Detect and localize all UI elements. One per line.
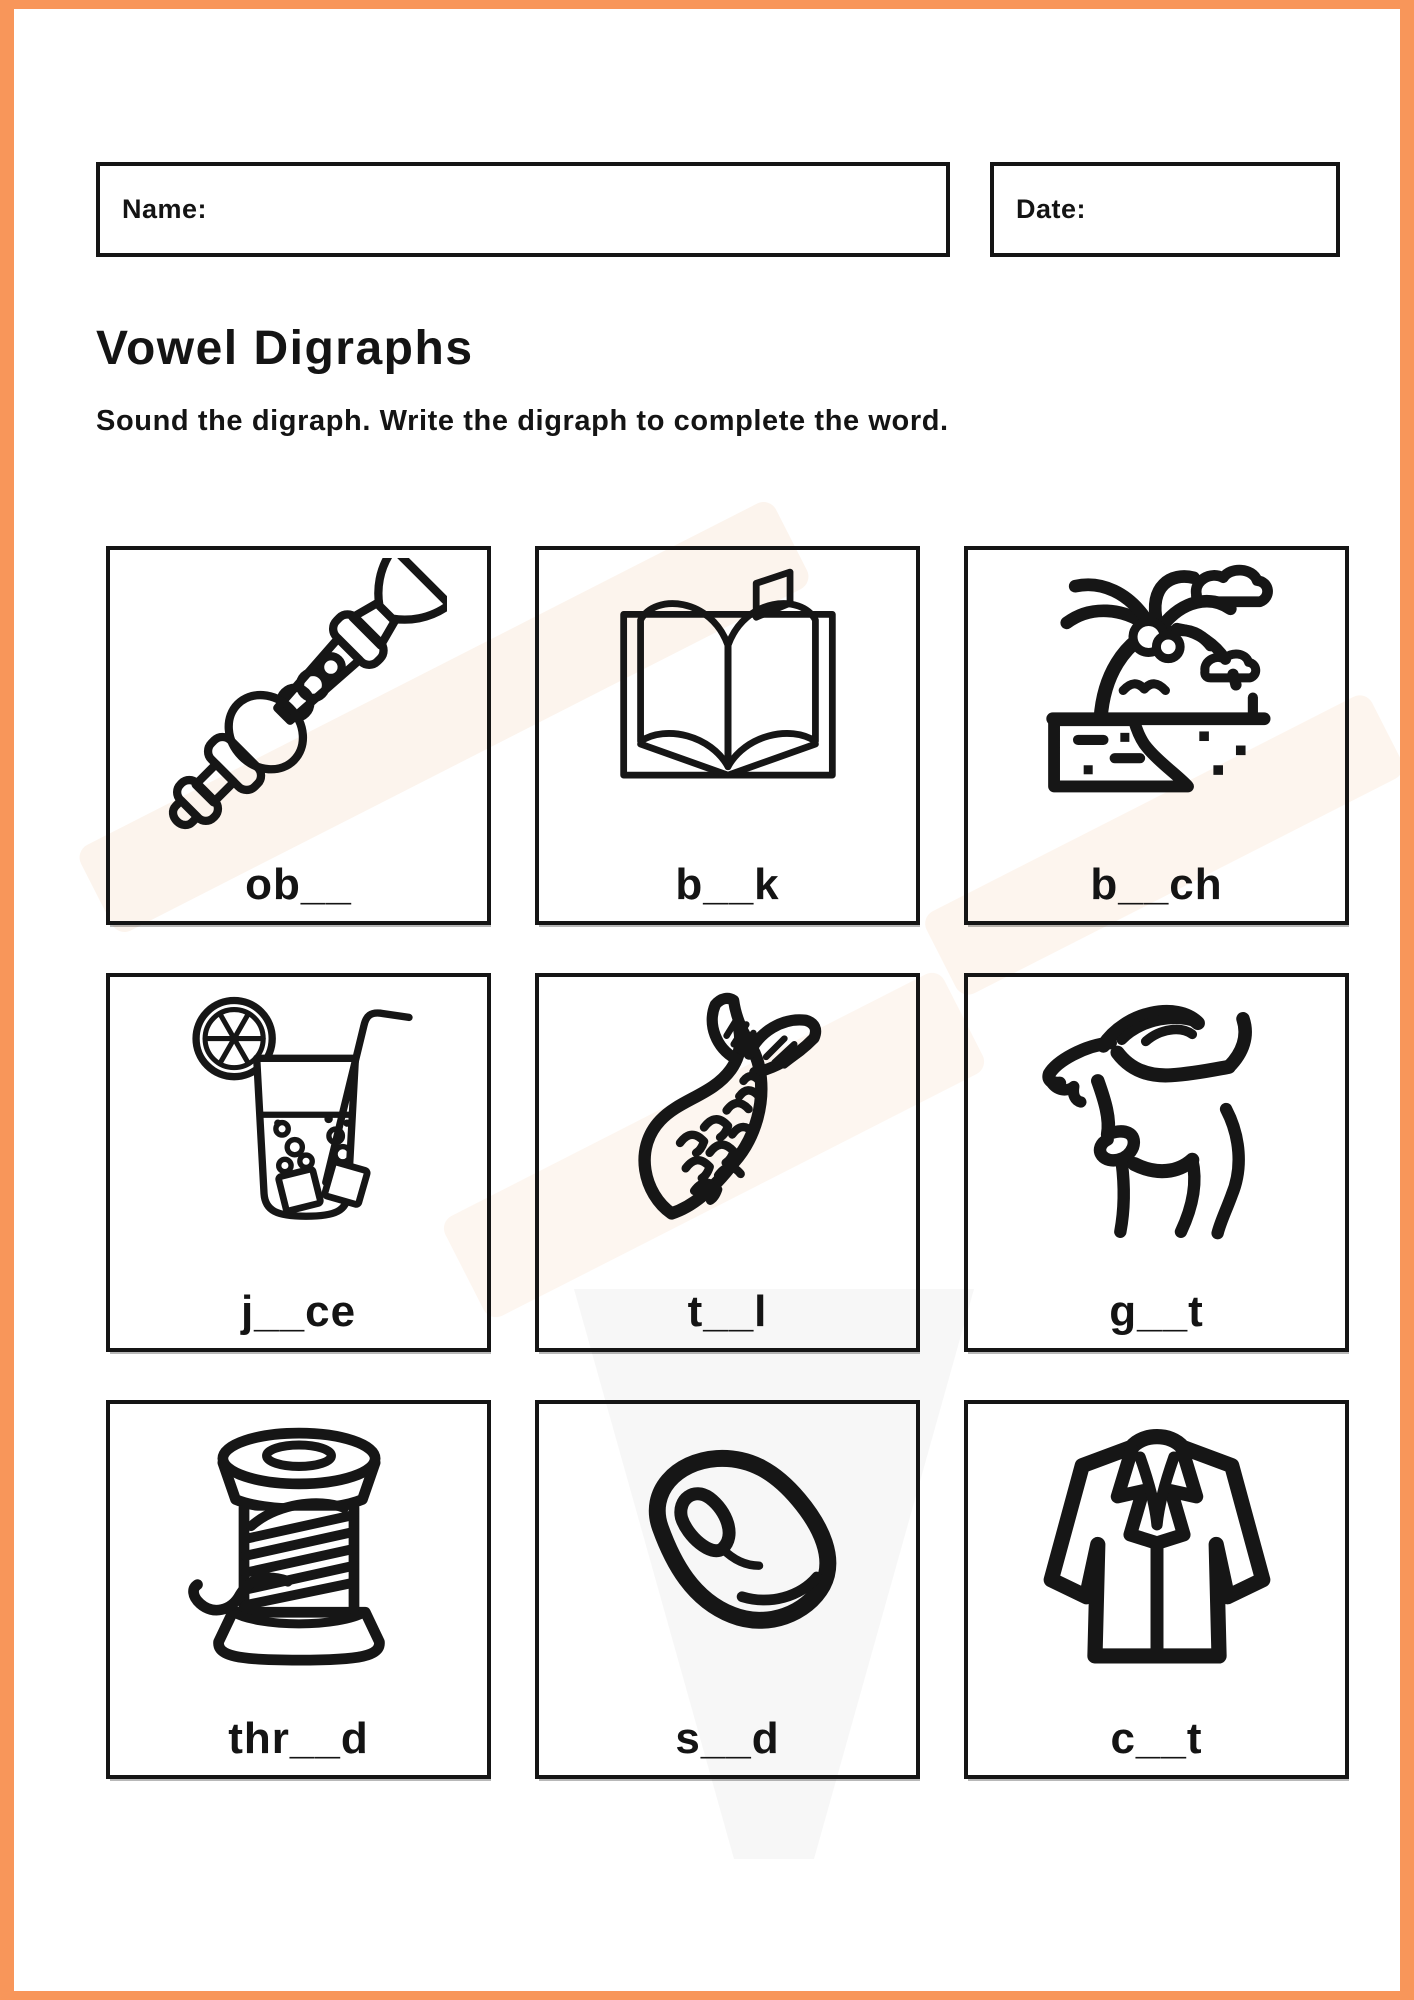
coat-icon (1009, 1412, 1305, 1694)
word-card-seed (535, 1400, 920, 1779)
word-label: b__k (675, 860, 780, 909)
word-label: c__t (1110, 1714, 1203, 1763)
juice-glass-icon (151, 985, 447, 1267)
name-label: Name: (122, 194, 208, 224)
instruction-text: Sound the digraph. Write the digraph to complete the word. (96, 405, 949, 437)
mermaid-tail-icon (580, 985, 876, 1267)
thread-spool-icon (151, 1412, 447, 1694)
word-label: j__ce (240, 1287, 357, 1336)
word-card-juice (106, 973, 491, 1352)
word-label: ob__ (245, 860, 352, 909)
word-label: s__d (675, 1714, 780, 1763)
word-card-thread (106, 1400, 491, 1779)
word-label: thr__d (228, 1714, 369, 1763)
date-field[interactable] (990, 162, 1340, 257)
word-card-book (535, 546, 920, 925)
word-label: b__ch (1090, 860, 1223, 909)
page-title: Vowel Digraphs (96, 322, 474, 375)
word-card-oboe (106, 546, 491, 925)
word-card-coat (964, 1400, 1349, 1779)
date-label: Date: (1016, 194, 1087, 224)
book-icon (580, 558, 876, 840)
name-field[interactable] (96, 162, 950, 257)
worksheet-grid (106, 546, 1349, 1779)
word-card-beach (964, 546, 1349, 925)
oboe-icon (151, 558, 447, 840)
word-label: t__l (687, 1287, 768, 1336)
word-card-goat (964, 973, 1349, 1352)
seed-icon (580, 1412, 876, 1694)
word-label: g__t (1109, 1287, 1204, 1336)
goat-icon (1009, 985, 1305, 1267)
word-card-tail (535, 973, 920, 1352)
beach-icon (1009, 558, 1305, 840)
